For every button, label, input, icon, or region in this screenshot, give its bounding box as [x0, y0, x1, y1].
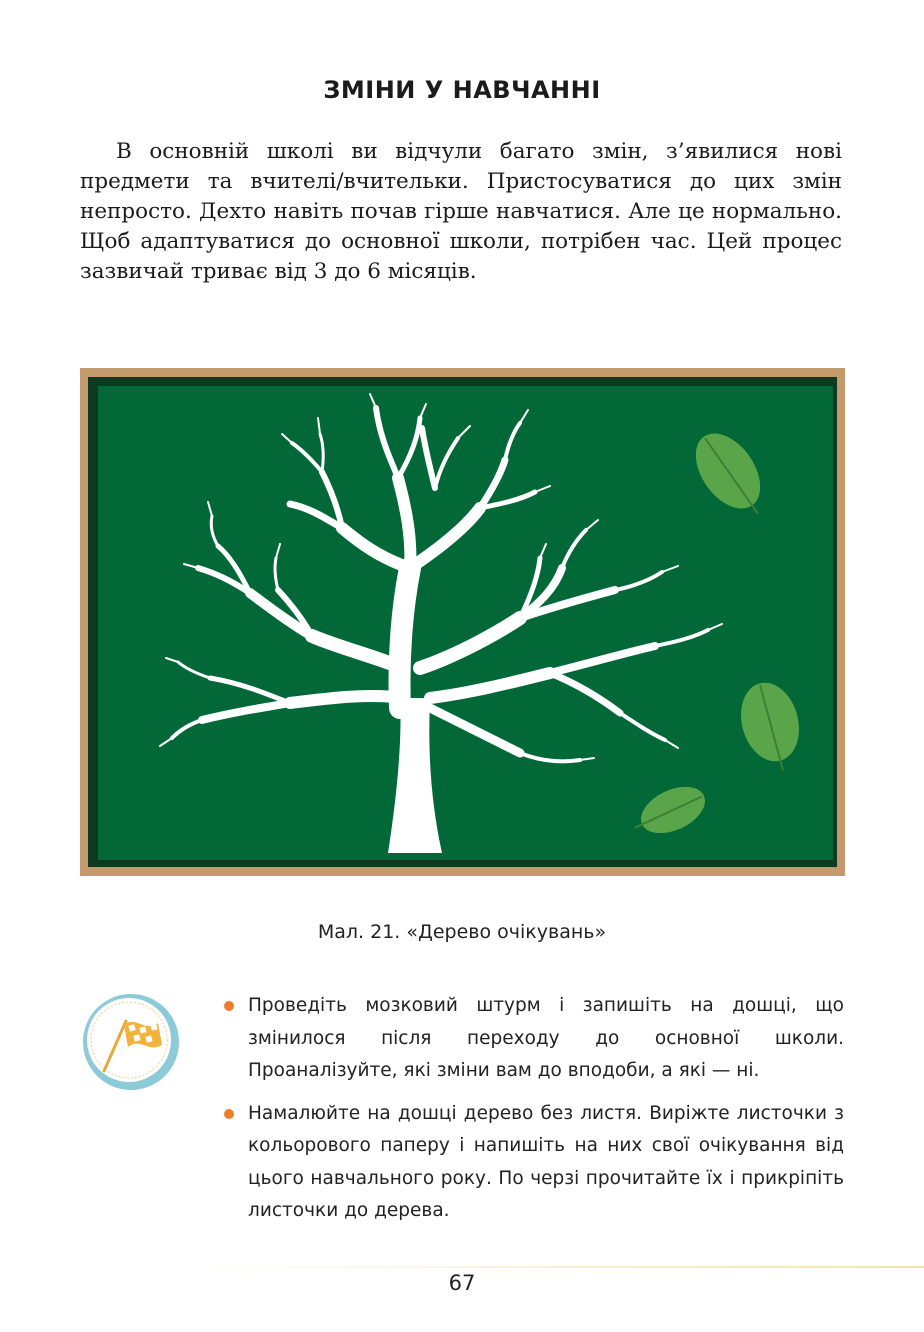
bullet-dot — [224, 1109, 234, 1119]
intro-paragraph: В основній школі ви відчули багато змін, з’явилися нові предмети та вчителі/вчительки. Пристосуватися до цих змін непросто. Дехто навіть почав гірше навчатися. Але це нормально. Щоб адаптуватися до основної школи, потрібен час. Цей процес зазвичай триває від 3 до 6 місяців. — [80, 139, 842, 284]
task-list — [222, 990, 844, 1238]
page-number: 67 — [448, 1271, 476, 1295]
checkered-flag-icon — [82, 993, 180, 1091]
figure-caption: Мал. 21. «Дерево очікувань» — [317, 921, 607, 943]
task-item — [222, 990, 844, 1088]
bullet-dot — [224, 1001, 234, 1011]
task-item — [222, 1098, 844, 1228]
chalkboard-illustration — [80, 368, 845, 876]
task-text: Проведіть мозковий штурм і запишіть на дошці, що змінилося після переходу до основної школи. Проаналізуйте, які зміни вам до вподоби, а які — ні. — [248, 995, 844, 1081]
footer-divider — [180, 1266, 924, 1268]
task-text: Намалюйте на дошці дерево без листя. Виріжте листочки з кольорового паперу і напишіть на них свої очікування від цього навчального року. По черзі прочитайте їх і прикріпіть листочки до дерева. — [248, 1102, 844, 1221]
page-title: ЗМІНИ У НАВЧАННІ — [323, 76, 601, 104]
